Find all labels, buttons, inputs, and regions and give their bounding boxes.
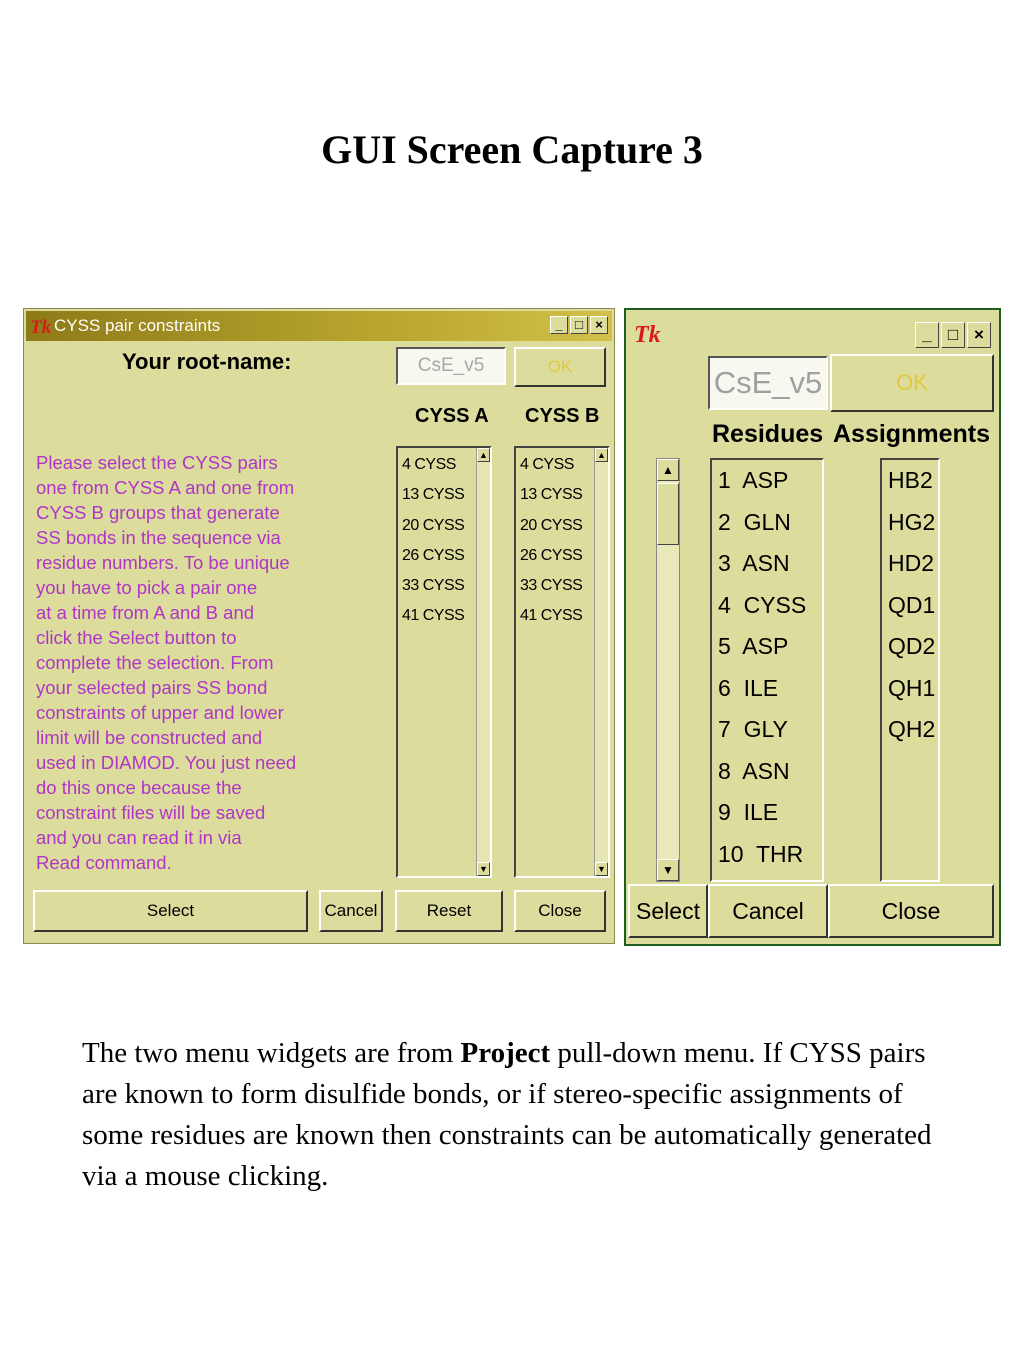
list-item[interactable]: 4 CYSS [402, 456, 456, 473]
list-item[interactable]: QD1 [888, 591, 936, 618]
close-icon[interactable]: × [967, 322, 991, 348]
scroll-down-icon[interactable]: ▼ [657, 859, 679, 881]
list-item[interactable]: 33 CYSS [520, 577, 583, 595]
cancel-button[interactable]: Cancel [319, 890, 383, 932]
cyss-b-scrollbar[interactable] [594, 448, 608, 876]
list-item[interactable]: HD2 [888, 550, 935, 576]
caption-text [82, 1033, 942, 1197]
root-name-label: Your root-name: [122, 349, 292, 374]
root-name-input[interactable]: CsE_v5 [396, 347, 506, 385]
tk-icon: Tk [634, 322, 661, 348]
list-item[interactable]: 4 CYSS [520, 456, 574, 473]
residue-assignments-window [624, 308, 1001, 946]
ok-button[interactable]: OK [830, 354, 994, 412]
scroll-thumb[interactable] [657, 483, 679, 545]
list-item[interactable]: HG2 [888, 508, 936, 535]
root-name-input[interactable]: CsE_v5 [708, 356, 828, 410]
scroll-up-icon[interactable]: ▲ [595, 448, 608, 462]
caption-part-1: The two menu widgets are from [82, 1037, 461, 1069]
list-item[interactable]: 3 ASN [718, 550, 790, 576]
list-item[interactable]: 13 CYSS [402, 486, 465, 504]
list-item[interactable]: 26 CYSS [520, 546, 583, 564]
scroll-down-icon[interactable]: ▼ [595, 862, 608, 876]
list-item[interactable]: 1 ASP [718, 467, 789, 493]
list-item[interactable]: QD2 [888, 633, 936, 659]
window-titlebar[interactable] [26, 311, 612, 341]
cyss-a-list[interactable] [396, 446, 492, 878]
list-item[interactable]: 5 ASP [718, 633, 789, 659]
list-item[interactable]: 20 CYSS [520, 516, 583, 534]
list-item[interactable]: 41 CYSS [402, 607, 465, 625]
select-button[interactable]: Select [628, 884, 708, 938]
ok-button[interactable]: OK [514, 347, 606, 387]
list-item[interactable]: 4 CYSS [718, 591, 807, 618]
cyss-a-scrollbar[interactable] [476, 448, 490, 876]
scroll-up-icon[interactable]: ▲ [657, 459, 679, 481]
tk-icon: Tk [30, 317, 52, 338]
instructions-text: Please select the CYSS pairs one from CYSS A and one from CYSS B groups that generate SS bonds in the sequence via residue numbers. To be unique you have to pick a pair one at a time from A and B and click the Select button to complete the selection. From your selected pairs SS bond constraints of upper and lower limit will be constructed and used in DIAMOD. You just need do this once because the constraint files will be saved and you can read it in via Read command. [36, 452, 297, 873]
cancel-button[interactable]: Cancel [708, 884, 828, 938]
close-icon[interactable]: × [590, 316, 608, 334]
residues-list[interactable] [710, 458, 824, 882]
caption-part-2: pull-down menu. If CYSS pairs are known to form disulfide bonds, or if stereo-specific assignments of some residues are known then constraints can be automatically generated via a mouse clicking. [82, 1037, 932, 1192]
list-item[interactable]: 33 CYSS [402, 577, 465, 595]
scroll-up-icon[interactable]: ▲ [477, 448, 490, 462]
caption-project-bold: Project [460, 1037, 551, 1069]
assignments-header: Assignments [833, 420, 990, 448]
list-item[interactable]: QH2 [888, 716, 936, 742]
close-button[interactable]: Close [828, 884, 994, 938]
list-item[interactable]: QH1 [888, 674, 936, 701]
maximize-icon[interactable]: □ [570, 316, 588, 334]
list-item[interactable]: 41 CYSS [520, 607, 583, 625]
list-item[interactable]: 13 CYSS [520, 486, 583, 504]
list-item[interactable]: 8 ASN [718, 757, 790, 784]
assignments-list[interactable] [880, 458, 940, 882]
maximize-icon[interactable]: □ [941, 322, 965, 348]
window-title: CYSS pair constraints [54, 316, 221, 335]
residues-scrollbar[interactable] [656, 458, 680, 882]
residues-header: Residues [712, 420, 824, 448]
list-item[interactable]: 2 GLN [718, 508, 791, 535]
list-item[interactable]: 26 CYSS [402, 546, 465, 564]
cyss-b-header: CYSS B [525, 405, 600, 427]
select-button[interactable]: Select [33, 890, 308, 932]
scroll-down-icon[interactable]: ▼ [477, 862, 490, 876]
list-item[interactable]: 6 ILE [718, 674, 779, 701]
list-item[interactable]: 9 ILE [718, 799, 779, 825]
cyss-b-list[interactable] [514, 446, 610, 878]
cyss-pair-constraints-window [23, 308, 615, 944]
page-title: GUI Screen Capture 3 [321, 127, 703, 172]
close-button[interactable]: Close [514, 890, 606, 932]
reset-button[interactable]: Reset [395, 890, 503, 932]
list-item[interactable]: 7 GLY [718, 716, 788, 742]
minimize-icon[interactable]: _ [915, 322, 939, 348]
list-item[interactable]: 10 THR [718, 840, 804, 867]
minimize-icon[interactable]: _ [550, 316, 568, 334]
cyss-a-header: CYSS A [415, 405, 489, 427]
list-item[interactable]: HB2 [888, 467, 933, 493]
list-item[interactable]: 20 CYSS [402, 516, 465, 534]
